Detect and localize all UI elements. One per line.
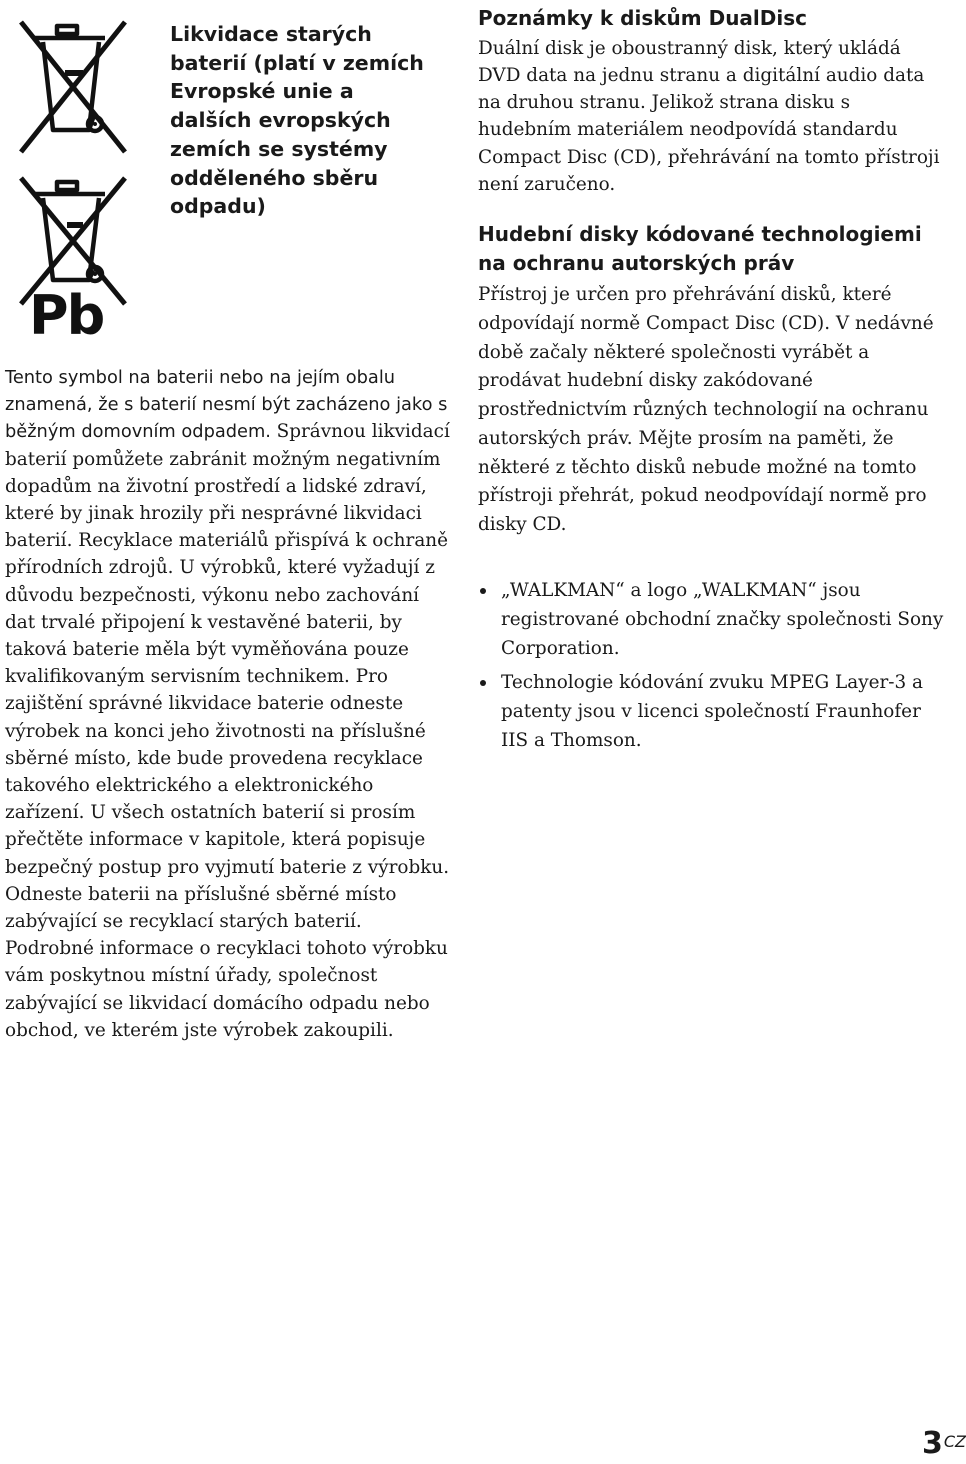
list-item: Technologie kódování zvuku MPEG Layer-3 a patenty jsou v licenci společností Fraunhofer IIS a Thomson. <box>478 668 948 756</box>
list-item: „WALKMAN“ a logo „WALKMAN“ jsou registrované obchodní značky společnosti Sony Corporation. <box>478 576 948 664</box>
page-number-value: 3 <box>922 1426 943 1461</box>
copyright-discs-text: Přístroj je určen pro přehrávání disků, které odpovídají normě Compact Disc (CD). V nedávné době začaly některé společnosti vyrábět a prodávat hudební disky zakódované prostřednictvím různých technologií na ochranu autorských práv. Mějte prosím na paměti, že některé z těchto disků nebude možné na tomto přístroji přehrát, pokud neodpovídají normě pro disky CD. <box>478 284 934 535</box>
trademark-list <box>478 576 948 756</box>
dualdisc-text: Duální disk je oboustranný disk, který ukládá DVD data na jednu stranu a digitální audio data na druhou stranu. Jelikož strana disku s hudebním materiálem neodpovídá standardu Compact Disc (CD), přehrávání na tomto přístroji není zaručeno. <box>478 37 940 195</box>
battery-intro-text: Tento symbol na baterii nebo na jejím obalu znamená, že s baterií nesmí být zacházeno jako s běžným domovním odpadem. <box>5 367 448 443</box>
dualdisc-heading: Poznámky k diskům DualDisc <box>478 6 808 30</box>
lead-symbol-label: Pb <box>29 284 104 347</box>
language-code: CZ <box>943 1432 966 1451</box>
crossed-out-wheeled-bin-icon <box>13 18 133 158</box>
left-column <box>5 18 453 1044</box>
disposal-symbols <box>5 18 453 364</box>
battery-disposal-title: Likvidace starých baterií (platí v zemích Evropské unie a dalších evropských zemích se systémy odděleného sběru odpadu) <box>170 22 424 219</box>
right-column <box>478 4 948 759</box>
battery-disposal-body: Správnou likvidací baterií pomůžete zabránit možným negativním dopadům na životní prostředí a lidské zdraví, které by jinak hrozily při nesprávné likvidaci baterií. Recyklace materiálů přispívá k ochraně přírodních zdrojů. U výrobků, které vyžadují z důvodu bezpečnosti, výkonu nebo zachování dat trvalé připojení k vestavěné baterii, by taková baterie měla být vyměňována pouze kvalifikovaným servisním technikem. Pro zajištění správné likvidace baterie odneste výrobek na konci jeho životnosti na příslušné sběrné místo, kde bude provedena recyklace takového elektrického a elektronického zařízení. U všech ostatních baterií si prosím přečtěte informace v kapitole, která popisuje bezpečný postup pro vyjmutí baterie z výrobku. Odneste baterii na příslušné sběrné místo zabývající se recyklací starých baterií. <box>5 421 450 933</box>
page-number <box>922 1424 966 1464</box>
battery-info-paragraph: Podrobné informace o recyklaci tohoto výrobku vám poskytnou místní úřady, společnost zabývající se likvidací domácího odpadu nebo obchod, ve kterém jste výrobek zakoupili. <box>5 938 448 1041</box>
battery-intro-paragraph <box>5 364 453 935</box>
copyright-discs-heading: Hudební disky kódované technologiemi na ochranu autorských práv <box>478 221 922 275</box>
